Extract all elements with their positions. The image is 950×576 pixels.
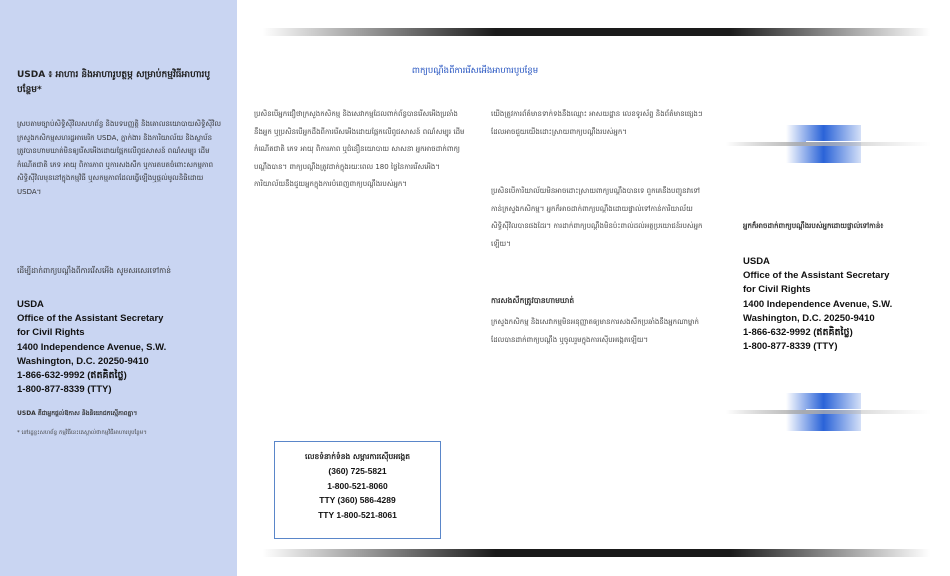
left-panel-footnote: * នៅរដ្ឋខ្លះសហព័ន្ធ កម្មវិធីនេះគេស្គាល់ថាកម្មវិធីអាហារបូបន្ថែម។ [17,430,147,436]
contact-info-box [274,441,441,539]
address-line: Washington, D.C. 20250-9410 [17,355,149,367]
address-line: Washington, D.C. 20250-9410 [743,312,875,324]
decorative-blue-light-graphic [726,125,931,163]
left-panel-complaint-note: ដើម្បីដាក់ពាក្យបណ្តឹងពីការរើសអើង សូមសរសេរទៅកាន់ [17,266,172,275]
body-column-1: ប្រសិនបើអ្នកជឿថាក្រសួងកសិកម្ម និងសេវាកម្មដែលពាក់ព័ន្ធបានរើសអើងប្រឆាំងនឹងអ្នក ឬប្រសិនបើអ្នកដឹងពីការរើសអើងដោយផ្អែកលើពូជសាសន៍ ពណ៌សម្បុរ ដើមកំណើតជាតិ ភេទ អាយុ ពិការភាព ឬជំនឿនយោបាយ សាសនា អ្នកអាចដាក់ពាក្យបណ្តឹងបាន។ ពាក្យបណ្តឹងត្រូវដាក់ក្នុងរយៈពេល 180 ថ្ងៃនៃការរើសអើង។ ការិយាល័យនឹងជួយអ្នកក្នុងការបំពេញពាក្យបណ្តឹងរបស់អ្នក។ [254,110,465,189]
retaliation-subheading: ការសងសឹកត្រូវបានហាមឃាត់ [491,296,575,305]
decorative-blue-light-graphic [726,393,931,431]
address-line: USDA [743,256,770,267]
contact-phone: 1-800-521-8060 [327,480,388,491]
address-line: 1400 Independence Avenue, S.W. [743,298,893,310]
left-panel-address [17,298,227,397]
body-column-2-paragraph-2: ប្រសិនបើការិយាល័យមិនអាចដោះស្រាយពាក្យបណ្តឹងបានទេ ពួកគេនឹងបញ្ជូនវាទៅកាន់ក្រសួងកសិកម្ម។ អ្នកក៏អាចដាក់ពាក្យបណ្តឹងដោយផ្ទាល់ទៅកាន់ការិយាល័យសិទ្ធិស៊ីវិលបានផងដែរ។ ការដាក់ពាក្យបណ្តឹងមិនប៉ះពាល់ដល់អត្ថប្រយោជន៍របស់អ្នកឡើយ។ [491,187,703,248]
body-column-2-paragraph-3: ក្រសួងកសិកម្ម និងសេវាកម្មមិនអនុញ្ញាតឲ្យមានការសងសឹកប្រឆាំងនឹងអ្នកណាម្នាក់ដែលបានដាក់ពាក្យបណ្តឹង ឬចូលរួមក្នុងការស៊ើបអង្កេតឡើយ។ [491,318,699,344]
right-panel-address [743,255,933,354]
contact-phone: (360) 725-5821 [328,466,387,476]
deco-gray-line [726,142,931,146]
address-tty: 1-800-877-8339 (TTY) [17,384,112,396]
body-column-2-paragraph-1: យើងត្រូវការព័ត៌មានទាក់ទងនឹងឈ្មោះ អាសយដ្ឋាន លេខទូរស័ព្ទ និងព័ត៌មានផ្សេងៗដែលអាចជួយយើងដោះស្រាយពាក្យបណ្តឹងរបស់អ្នក។ [491,110,703,136]
left-panel-body: ស្របតាមច្បាប់សិទ្ធិស៊ីវិលសហព័ន្ធ និងបទបញ្ញត្តិ និងគោលនយោបាយសិទ្ធិស៊ីវិលក្រសួងកសិកម្មសហរដ្ឋអាមេរិក USDA, ភ្នាក់ងារ និងការិយាល័យ និងស្ថាប័ន ត្រូវបានហាមឃាត់មិនឲ្យរើសអើងដោយផ្អែកលើពូជសាសន៍ ពណ៌សម្បុរ ដើមកំណើតជាតិ ភេទ អាយុ ពិការភាព ឬការសងសឹក ឬការតបតចំពោះសកម្មភាពសិទ្ធិស៊ីវិលមុននៅក្នុងកម្មវិធី ឬសកម្មភាពដែលធ្វើឡើងឬផ្តល់មូលនិធិដោយ USDA។ [17,120,222,196]
deco-gray-line [726,410,931,414]
section-heading: ពាក្យបណ្តឹងពីការរើសអើងអាហារបូបន្ថែម [411,66,539,76]
deco-white-cut [806,409,931,410]
address-tty: 1-800-877-8339 (TTY) [743,341,838,353]
address-line: Office of the Assistant Secretary [17,313,164,325]
address-line: USDA [17,299,44,310]
bottom-divider-bar [262,549,930,557]
contact-tty: TTY (360) 586-4289 [319,495,396,506]
address-phone: 1-866-632-9992 (ឥតគិតថ្លៃ) [743,327,853,339]
address-line: Office of the Assistant Secretary [743,270,890,282]
right-panel-caption: អ្នកក៏អាចដាក់ពាក្យបណ្តឹងរបស់អ្នកដោយផ្ទាល់ទៅកាន់៖ [743,222,884,230]
address-phone: 1-866-632-9992 (ឥតគិតថ្លៃ) [17,370,127,382]
deco-white-cut [806,141,931,142]
equal-opportunity-statement: USDA គឺជាអ្នកផ្តល់ឱកាស និងនិយោជកស្មើភាពគ្នា។ [17,410,138,417]
address-line: for Civil Rights [17,327,85,339]
address-line: for Civil Rights [743,284,811,296]
contact-box-title: លេខទំនាក់ទំនង សម្ភារការស៊ើបអង្កេត [305,452,410,461]
top-divider-bar [262,28,930,36]
contact-tty: TTY 1-800-521-8061 [318,509,397,520]
address-line: 1400 Independence Avenue, S.W. [17,341,167,353]
left-panel-title: USDA ៖ អាហារ និងអាហារូបត្ថម្ភ សម្រាប់កម្មវិធីអាហារបូបន្ថែម* [17,70,211,95]
